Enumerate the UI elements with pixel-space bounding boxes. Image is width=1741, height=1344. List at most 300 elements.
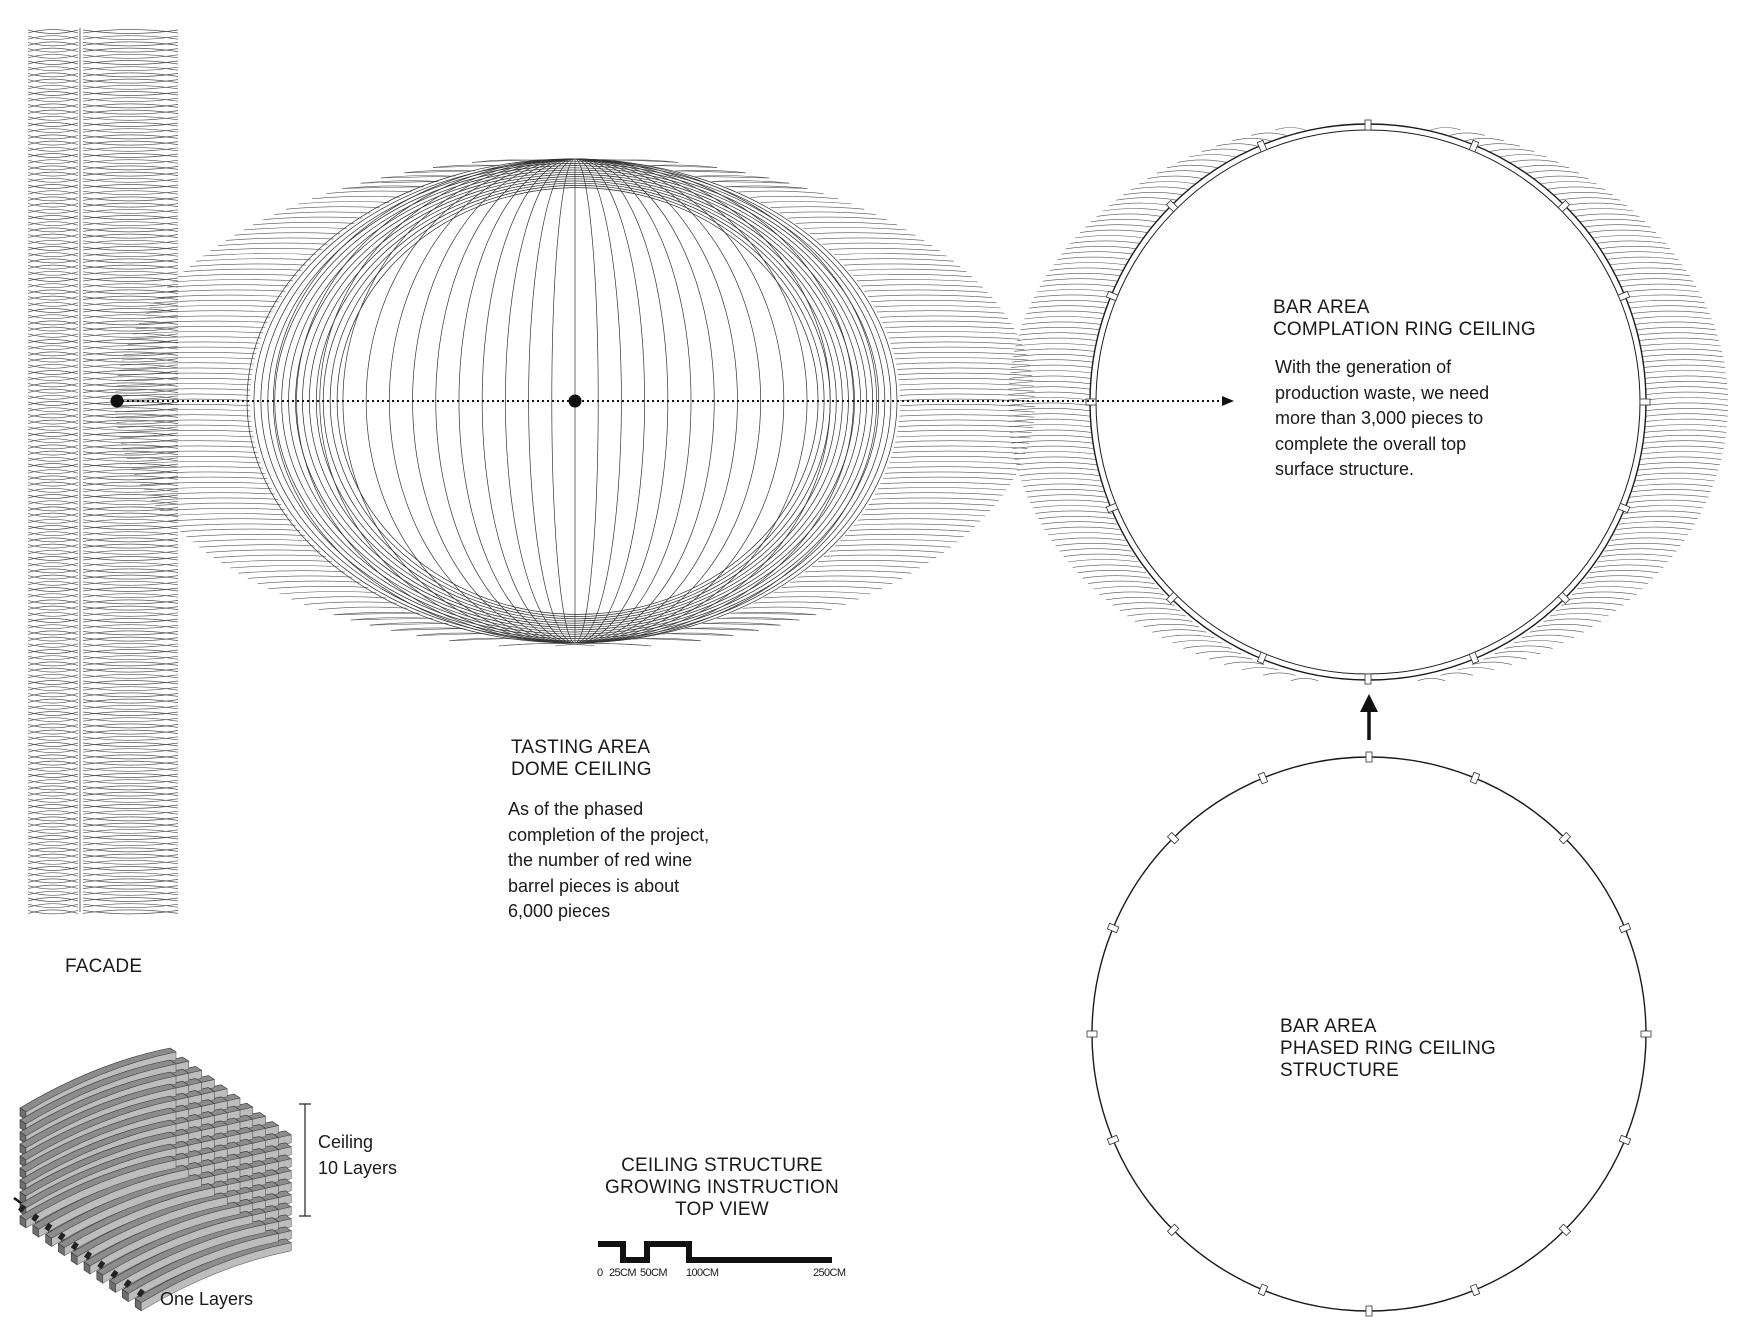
dome-stave [863,477,1013,480]
ring-stave [1609,263,1682,266]
ring-stave [1116,198,1177,201]
dome-stave [826,534,964,537]
ring-stave [1157,171,1210,174]
description-line: 6,000 pieces [508,901,611,921]
ring-stave [1078,570,1146,573]
dome-stave [162,290,306,293]
description-line: With the generation of [1275,357,1452,377]
axis-dot-dome [569,395,582,408]
ring-stave [1008,403,1090,406]
description-line: production waste, we need [1275,382,1490,403]
dome-stave [875,358,1028,361]
ring-stave [1167,165,1218,168]
ring-stave [1025,489,1104,492]
ring-stave [1224,662,1264,665]
ring-stave [1643,441,1724,444]
facade-title: FACADE [65,956,143,977]
layers-bracket [299,1104,311,1216]
ring-stave [1592,236,1661,239]
ring-stave [1010,371,1092,374]
ring-tab [1258,1284,1267,1296]
ring-tab [1366,1306,1372,1316]
ring-stave [1490,149,1534,152]
ring-tab [1087,1031,1097,1037]
ring-stave [1608,543,1681,546]
ring-stave [1048,533,1122,536]
ring-stave [1019,333,1099,336]
dome-stave [158,295,303,298]
ring-stave [1537,624,1593,627]
ring-stave [1139,182,1196,185]
ring-stave [1599,246,1670,249]
scale-label-100: 100CM [686,1267,719,1279]
description-line: As of the phased [508,799,644,819]
ring-stave [1628,500,1706,503]
dome-ceiling-title: DOME CEILING [511,759,652,780]
ring-stave [1635,479,1714,482]
ring-stave [1472,662,1512,665]
ring-stave [1581,581,1647,584]
ring-stave [1120,608,1180,611]
dome-stave [870,462,1022,465]
ring-stave [1172,641,1222,644]
ring-stave [1518,165,1569,168]
ring-stave [1189,155,1236,158]
ring-stave [1040,284,1116,287]
dome-stave [869,337,1020,340]
ring-stave [1642,446,1723,449]
ring-stave [1645,381,1727,384]
tasting-area-title: TASTING AREA [511,737,651,758]
ring-stave [1639,462,1719,465]
ring-stave [1526,171,1579,174]
ring-stave [1530,630,1584,633]
ring-stave [1070,241,1140,244]
ring-tab [1107,1135,1119,1144]
ring-stave [1066,246,1137,249]
dome-stave [844,290,988,293]
ring-stave [1127,614,1186,617]
description-line: barrel pieces is about [508,875,680,896]
dome-stave [858,488,1006,491]
ring-stave [1636,327,1716,330]
ring-stave [1495,651,1541,654]
ring-stave [1019,473,1099,476]
dome-stave [857,311,1005,314]
ring-tab [1365,120,1371,130]
dome-stave [199,545,334,548]
ring-stave [1020,327,1100,330]
ring-tab [1619,1135,1631,1144]
ring-stave [1075,236,1144,239]
description-line: completion of the project, [508,824,710,845]
ring-stave [1540,182,1597,185]
top-view-line: TOP VIEW [675,1199,769,1220]
ring-stave [1024,317,1103,320]
ring-stave [1577,587,1642,590]
ring-stave [1644,365,1725,368]
dome-stave [868,467,1019,470]
ring-stave [1031,300,1108,303]
dome-stave [186,534,324,537]
ring-stave [1450,133,1485,136]
ring-stave [1135,619,1192,622]
ring-stave [1100,592,1164,595]
ring-stave [1642,452,1723,455]
bar-completion-description [1275,355,1489,483]
ring-stave [1550,614,1609,617]
dome-stave [866,472,1016,475]
ring-stave [1509,160,1558,163]
axis-dot-facade [111,395,124,408]
ring-stave [1232,138,1270,141]
ring-stave [1097,214,1162,217]
ring-stave [1037,290,1113,293]
ring-stave [1641,457,1722,460]
ring-stave [1143,624,1199,627]
dome-stave [878,373,1032,376]
ring-stave [1630,495,1708,498]
dome-stave [849,503,994,506]
dome-stave [180,529,319,532]
dome-stave [835,524,976,527]
dome-stave [864,326,1014,329]
ring-stave [1601,554,1672,557]
ring-stave [1640,344,1721,347]
ring-stave [1088,581,1154,584]
dome-stave [877,436,1031,439]
ring-stave [1590,570,1658,573]
ring-stave [1008,392,1090,395]
scale-bar [598,1241,832,1263]
dome-stave [853,498,999,501]
dome-stave [816,545,951,548]
ring-stave [1441,673,1473,676]
ring-stave [1131,187,1189,190]
ring-stave [1009,381,1091,384]
scale-label-250: 250CM [813,1267,846,1279]
ring-stave [1553,192,1613,195]
dome-stave [839,519,981,522]
ring-stave [1646,403,1728,406]
ring-stave [1478,144,1520,147]
ring-stave [1103,209,1167,212]
ring-stave [1263,673,1295,676]
ring-stave [1645,425,1727,428]
ring-stave [1646,387,1728,390]
dome-stave [859,316,1007,319]
dome-stave [875,441,1029,444]
ring-stave [1041,522,1117,525]
ring-stave [1616,527,1691,530]
ring-stave [1606,257,1678,260]
structure-title: STRUCTURE [1280,1060,1399,1081]
ring-stave [1053,263,1126,266]
scale-label-25: 25CM [609,1267,636,1279]
ring-stave [1291,678,1318,681]
ring-stave [1614,533,1688,536]
ring-stave [1059,549,1131,552]
ring-stave [1113,603,1175,606]
ring-stave [1514,641,1564,644]
ring-stave [1623,290,1699,293]
ring-stave [1008,408,1090,411]
ring-stave [1055,543,1128,546]
ring-stave [1644,435,1726,438]
ring-stave [1641,349,1722,352]
ring-stave [1209,657,1252,660]
ceiling-layers-label: Ceiling [318,1132,374,1152]
ring-stave [1242,668,1279,671]
ring-tab [1107,923,1119,932]
dome-stave [862,321,1011,324]
ring-tab [1366,752,1372,762]
dome-stave [170,519,312,522]
ring-stave [1547,187,1605,190]
ring-stave [1624,511,1701,514]
ring-stave [1009,376,1091,379]
growing-instruction-line: GROWING INSTRUCTION [605,1177,839,1198]
ring-stave [1567,597,1630,600]
ring-stave [1626,506,1703,509]
ring-stave [1050,268,1124,271]
ceiling-layers-block [14,1048,291,1311]
ring-stave [1612,268,1686,271]
ring-stave [1109,203,1171,206]
ring-stave [1023,484,1102,487]
ring-stave [1564,203,1626,206]
ring-stave [1061,252,1133,255]
ceiling-structure-title [591,1155,853,1221]
ring-stave [1052,538,1126,541]
ring-tab [1641,1031,1651,1037]
ring-stave [1045,527,1120,530]
ring-stave [1642,354,1723,357]
ring-stave [1035,511,1112,514]
ring-stave [1588,230,1656,233]
ring-stave [1008,387,1090,390]
ring-stave [1123,192,1183,195]
ring-stave [1635,322,1714,325]
phased-ring-title: PHASED RING CEILING [1280,1038,1497,1059]
ring-stave [1556,608,1616,611]
dome-stave [880,410,1035,413]
ring-stave [1162,635,1214,638]
dome-stave [870,342,1022,345]
ring-stave [1458,668,1495,671]
dome-stave [861,482,1010,485]
ring-stave [1598,560,1668,563]
ring-stave [1645,430,1727,433]
dome-stave [873,451,1026,454]
description-line: surface structure. [1275,459,1415,479]
ring-stave [1633,317,1712,320]
ring-stave [1596,241,1666,244]
ring-stave [1106,597,1169,600]
ring-stave [1148,176,1203,179]
ring-tab [1470,1284,1479,1296]
dome-stave [167,285,309,288]
ring-stave [1275,128,1305,131]
ring-stave [1152,630,1206,633]
ring-stave [1484,657,1527,660]
ring-stave [1008,414,1090,417]
ring-stave [1080,230,1148,233]
dome-stave [872,347,1024,350]
ring-stave [1014,452,1095,455]
ring-stave [1629,306,1707,309]
dome-stave [840,285,982,288]
ring-stave [1012,360,1093,363]
ring-stave [1196,651,1242,654]
dome-stave [175,524,316,527]
ring-stave [1615,273,1690,276]
ring-stave [1251,133,1286,136]
ring-stave [1028,495,1106,498]
ring-stave [1644,371,1726,374]
ring-stave [1631,311,1709,314]
ring-tab [1619,923,1631,932]
ring-stave [1015,344,1096,347]
ring-stave [1011,365,1092,368]
dome-stave [854,306,1001,309]
ring-stave [1057,257,1129,260]
ring-stave [1522,635,1574,638]
ring-stave [1645,419,1727,422]
dome-stave [830,529,969,532]
one-layer-label: One Layers [160,1289,254,1309]
ring-stave [1646,398,1728,401]
dome-stave [874,446,1027,449]
dome-stave [842,514,985,517]
ring-stave [1622,516,1698,519]
ring-stave [1034,295,1111,298]
ring-stave [1605,549,1677,552]
ring-tab [1365,674,1371,684]
dome-stave [848,295,993,298]
ring-stave [1030,500,1108,503]
ring-stave [1431,128,1461,131]
ring-stave [1627,300,1704,303]
ring-stave [1646,414,1728,417]
ring-stave [1646,392,1728,395]
ring-tab [1640,399,1650,405]
ring-stave [1575,214,1640,217]
ring-tab [1470,772,1479,784]
ceiling-structure-line: CEILING STRUCTURE [621,1155,823,1176]
dome-stave [193,540,329,543]
ring-stave [1579,219,1645,222]
ring-stave [1646,408,1728,411]
ring-stave [1634,484,1713,487]
ring-stave [1043,279,1118,282]
ring-stave [1017,338,1097,341]
dome-stave [871,456,1023,459]
description-line: complete the overall top [1275,433,1467,454]
ring-stave [1183,646,1231,649]
ring-stave [1033,506,1110,509]
ring-stave [1022,322,1101,325]
ring-stave [1625,295,1702,298]
ring-stave [1594,565,1663,568]
scale-label-50: 50CM [640,1267,667,1279]
bar-area-title: BAR AREA [1273,297,1370,318]
ring-stave [1632,489,1711,492]
dome-stave [878,430,1032,433]
description-line: the number of red wine [508,850,693,870]
ring-stave [1584,225,1651,228]
ring-stave [1586,576,1653,579]
ring-stave [1603,252,1675,255]
ring-stave [1046,273,1121,276]
ring-stave [1073,565,1142,568]
ring-stave [1619,522,1695,525]
ring-stave [1091,219,1157,222]
dome-stave [851,300,997,303]
dome-stave [879,378,1034,381]
dome-stave [867,332,1018,335]
ring-stave [1216,144,1258,147]
ring-stave [1094,587,1159,590]
ring-stave [1009,419,1091,422]
ring-stave [1083,576,1150,579]
ring-stave [1014,349,1095,352]
ring-stave [1064,554,1135,557]
ring-stave [1029,306,1107,309]
facade-strip [28,28,178,914]
ring-stave [1505,646,1553,649]
ring-stave [1645,376,1727,379]
ring-stave [1637,473,1717,476]
ring-stave [1465,138,1503,141]
ring-stave [1572,592,1636,595]
up-arrow [1360,694,1378,740]
ring-stave [1015,457,1096,460]
ring-stave [1559,198,1620,201]
ring-stave [1544,619,1601,622]
ring-stave [1008,398,1090,401]
dome-stave [855,493,1002,496]
ring-stave [1018,468,1098,471]
ring-stave [1643,360,1724,363]
ring-stave [1177,160,1226,163]
ring-stave [1618,279,1693,282]
ring-stave [1026,311,1104,314]
ring-stave [1639,338,1719,341]
ring-stave [1620,284,1696,287]
ring-tab [1258,772,1267,784]
ring-stave [1562,603,1624,606]
completion-ring-title: COMPLATION RING CEILING [1273,319,1536,340]
dome-stave [876,363,1030,366]
dome-stave [821,540,957,543]
tasting-area-description [508,797,709,925]
dome-stave [165,514,308,517]
ring-stave [1533,176,1588,179]
ring-stave [1500,155,1547,158]
dome-stave [846,508,990,511]
ring-stave [1068,560,1138,563]
ring-stave [1570,209,1634,212]
ring-stave [1085,225,1152,228]
dome-stave [877,368,1031,371]
ring-stave [1202,149,1246,152]
scale-label-0: 0 [597,1267,603,1279]
ceiling-layers-count: 10 Layers [318,1158,398,1178]
dome-stave [873,352,1026,355]
ring-stave [1637,333,1717,336]
ring-stave [1021,479,1100,482]
